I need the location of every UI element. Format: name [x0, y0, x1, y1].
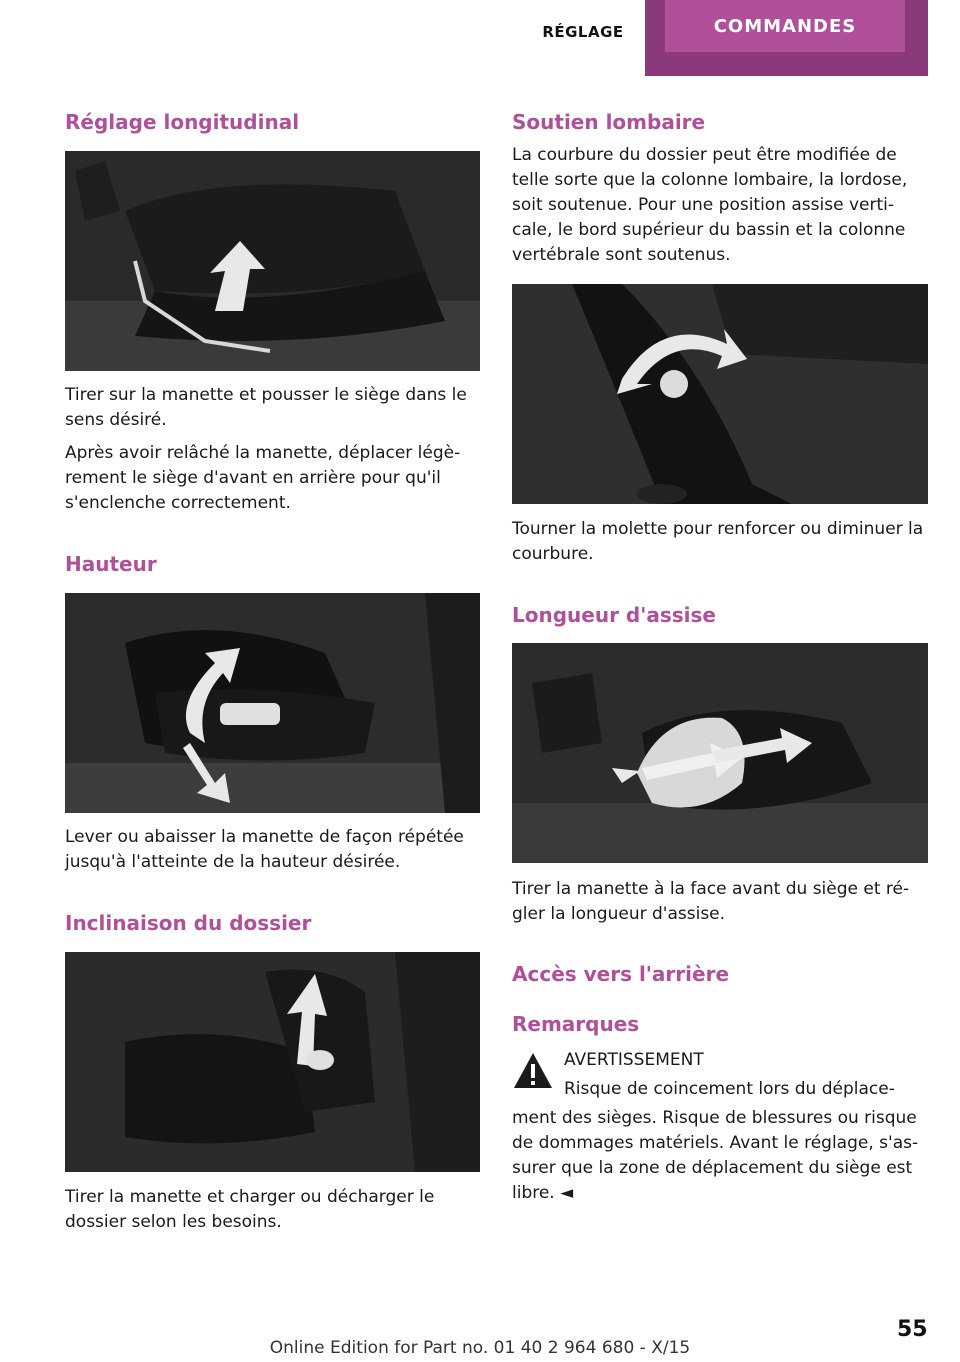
heading-acces-arriere: Accès vers l'arrière [512, 962, 730, 986]
heading-hauteur: Hauteur [65, 552, 157, 576]
lumbar-paragraph-1: La courbure du dossier peut être modifiée de telle sorte que la colonne lombaire, la lordose, soit soutenue. Pour une position assise verticale, le bord supérieur du bassin et la colonne vertébrale sont soutenus. [512, 145, 908, 265]
seat-length-photo [512, 643, 928, 863]
backrest-paragraph: Tirer la manette et charger ou décharger le dossier selon les besoins. [65, 1187, 435, 1232]
heading-longitudinal: Réglage longitudinal [65, 110, 300, 134]
heading-inclinaison: Inclinaison du dossier [65, 911, 312, 935]
lumbar-photo [512, 284, 928, 504]
warning-line-1: Risque de coincement lors du déplace- [564, 1079, 895, 1099]
seat-height-photo [65, 593, 480, 813]
longitudinal-paragraph-1: Tirer sur la manette et pousser le siège dans le sens désiré. [65, 385, 467, 430]
height-paragraph: Lever ou abaisser la manette de façon répétée jusqu'à l'atteinte de la hauteur désirée. [65, 827, 464, 872]
header-chapter-label: COMMANDES [665, 0, 905, 52]
heading-remarques: Remarques [512, 1012, 640, 1036]
heading-longueur-assise: Longueur d'assise [512, 603, 716, 627]
lumbar-paragraph-2: Tourner la molette pour renforcer ou diminuer la courbure. [512, 519, 924, 564]
header-chapter-tab [645, 0, 928, 76]
seat-longitudinal-photo [65, 151, 480, 371]
warning-text: ment des sièges. Risque de blessures ou risque de dommages matériels. Avant le réglage, s'assurer que la zone de déplacement du siège est libre. ◄ [512, 1108, 919, 1203]
backrest-photo [65, 952, 480, 1172]
seat-length-paragraph: Tirer la manette à la face avant du siège et régler la longueur d'assise. [512, 879, 910, 924]
heading-soutien-lombaire: Soutien lombaire [512, 110, 706, 134]
warning-triangle-icon [512, 1050, 554, 1092]
longitudinal-paragraph-2: Après avoir relâché la manette, déplacer légèrement le siège d'avant en arrière pour qu'il s'enclenche correctement. [65, 443, 461, 513]
page-number: 55 [897, 1317, 928, 1342]
warning-label: AVERTISSEMENT [564, 1050, 704, 1070]
header-section-label: RÉGLAGE [542, 23, 624, 41]
footer-edition: Online Edition for Part no. 01 40 2 964 680 - X/15 [269, 1338, 691, 1358]
